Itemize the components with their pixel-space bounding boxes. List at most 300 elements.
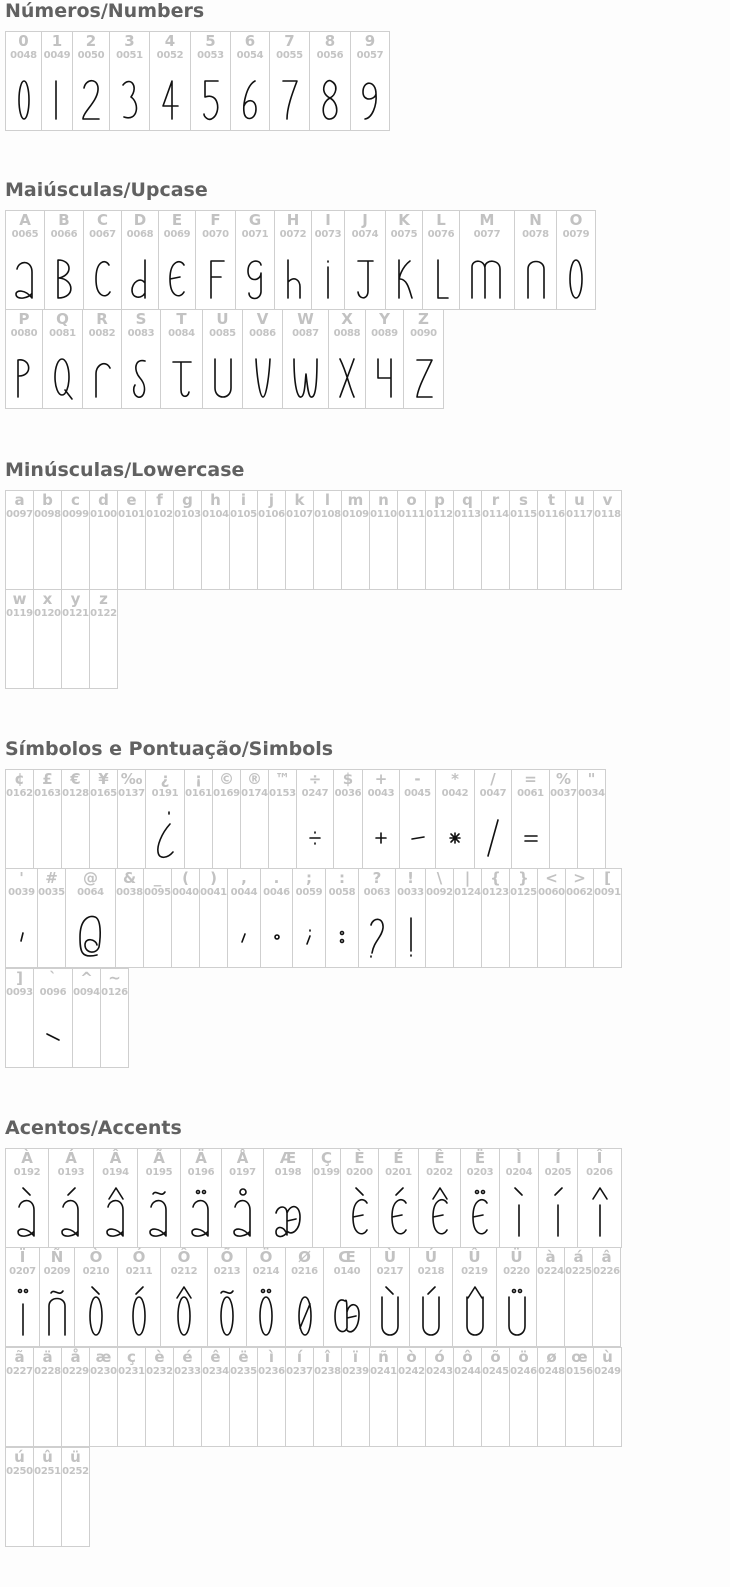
character-code: 0076 bbox=[427, 229, 455, 240]
character-code: 0191 bbox=[151, 788, 179, 799]
character-code: 0087 bbox=[292, 328, 319, 339]
character-code: 0121 bbox=[62, 608, 89, 619]
glyph-cell-0230 bbox=[89, 1347, 118, 1447]
glyph-preview-l-icon bbox=[423, 251, 459, 307]
character-code: 0093 bbox=[6, 987, 33, 998]
character-code: 0068 bbox=[126, 229, 154, 240]
character-code: 0247 bbox=[301, 788, 329, 799]
glyph-cell-0250 bbox=[5, 1447, 34, 1547]
character-code: 0174 bbox=[241, 788, 268, 799]
character-label: a bbox=[14, 491, 25, 509]
character-label: k bbox=[294, 491, 305, 509]
character-code: 0060 bbox=[538, 887, 565, 898]
character-label: ; bbox=[306, 869, 312, 887]
character-label: - bbox=[414, 770, 421, 788]
character-label: ] bbox=[16, 969, 23, 987]
glyph-grid bbox=[5, 31, 390, 131]
character-label: L bbox=[436, 211, 446, 229]
glyph-cell-0060 bbox=[537, 868, 566, 968]
character-label: £ bbox=[42, 770, 53, 788]
glyph-cell-0238 bbox=[313, 1347, 342, 1447]
glyph-cell-0066 bbox=[44, 210, 84, 310]
section-title: Números/Numbers bbox=[5, 0, 205, 22]
glyph-preview-uuml-icon bbox=[497, 1288, 536, 1344]
character-code: 0119 bbox=[6, 608, 33, 619]
character-code: 0069 bbox=[163, 229, 191, 240]
character-label: Õ bbox=[220, 1248, 234, 1266]
glyph-cell-0036 bbox=[333, 769, 363, 869]
character-code: 0239 bbox=[342, 1366, 369, 1377]
glyph-cell-0067 bbox=[83, 210, 122, 310]
character-label: : bbox=[339, 869, 345, 887]
character-code: 0049 bbox=[43, 50, 71, 61]
character-code: 0094 bbox=[73, 987, 100, 998]
glyph-preview-oslash-icon bbox=[286, 1288, 323, 1344]
glyph-cell-0057 bbox=[350, 31, 390, 131]
character-label: ë bbox=[238, 1348, 249, 1366]
character-code: 0169 bbox=[213, 788, 240, 799]
character-code: 0216 bbox=[291, 1266, 318, 1277]
glyph-cell-0108 bbox=[313, 490, 342, 590]
character-label: õ bbox=[490, 1348, 501, 1366]
glyph-cell-0109 bbox=[341, 490, 370, 590]
glyph-preview-colon-icon bbox=[326, 909, 358, 965]
character-label: ) bbox=[210, 869, 217, 887]
character-label: Ô bbox=[177, 1248, 191, 1266]
glyph-cell-0110 bbox=[369, 490, 398, 590]
character-code: 0137 bbox=[118, 788, 145, 799]
glyph-cell-0216 bbox=[285, 1247, 324, 1347]
glyph-preview-a-icon bbox=[6, 251, 44, 307]
character-code: 0065 bbox=[11, 229, 39, 240]
glyph-preview-g-icon bbox=[236, 251, 274, 307]
glyph-cell-0163 bbox=[33, 769, 62, 869]
character-label: R bbox=[96, 310, 108, 328]
character-label: & bbox=[122, 869, 137, 887]
character-code: 0079 bbox=[562, 229, 590, 240]
character-label: Ï bbox=[19, 1248, 26, 1266]
glyph-cell-0201 bbox=[378, 1148, 419, 1248]
character-label: Ó bbox=[132, 1248, 146, 1266]
glyph-cell-0099 bbox=[61, 490, 90, 590]
character-code: 0153 bbox=[269, 788, 296, 799]
character-code: 0089 bbox=[371, 328, 398, 339]
glyph-cell-0126 bbox=[100, 968, 129, 1068]
character-code: 0209 bbox=[43, 1266, 71, 1277]
character-code: 0124 bbox=[454, 887, 481, 898]
character-code: 0232 bbox=[146, 1366, 173, 1377]
glyph-preview-f-icon bbox=[196, 251, 235, 307]
character-label: ^ bbox=[80, 969, 93, 987]
character-label: Ê bbox=[434, 1149, 445, 1167]
glyph-cell-0245 bbox=[481, 1347, 510, 1447]
character-code: 0045 bbox=[404, 788, 431, 799]
character-code: 0096 bbox=[39, 987, 67, 998]
glyph-row bbox=[5, 210, 596, 310]
glyph-cell-0081 bbox=[42, 309, 83, 409]
character-code: 0241 bbox=[370, 1366, 397, 1377]
glyph-preview-divide-icon bbox=[297, 810, 333, 866]
glyph-preview-7-icon bbox=[270, 72, 309, 128]
character-code: 0250 bbox=[6, 1466, 33, 1477]
character-code: 0224 bbox=[537, 1266, 564, 1277]
character-label: " bbox=[587, 770, 596, 788]
glyph-cell-0034 bbox=[577, 769, 606, 869]
character-code: 0036 bbox=[334, 788, 362, 799]
glyph-preview-5-icon bbox=[191, 72, 230, 128]
character-code: 0161 bbox=[185, 788, 212, 799]
glyph-cell-0055 bbox=[269, 31, 310, 131]
character-code: 0041 bbox=[200, 887, 227, 898]
character-label: Æ bbox=[279, 1149, 297, 1167]
character-label: [ bbox=[604, 869, 611, 887]
character-code: 0090 bbox=[410, 328, 437, 339]
character-label: m bbox=[347, 491, 364, 509]
glyph-cell-0228 bbox=[33, 1347, 62, 1447]
glyph-cell-0105 bbox=[229, 490, 258, 590]
glyph-cell-0218 bbox=[409, 1247, 453, 1347]
glyph-preview-oacute-icon bbox=[118, 1288, 160, 1344]
glyph-row bbox=[5, 490, 622, 590]
character-code: 0052 bbox=[156, 50, 184, 61]
glyph-preview-ugrave-icon bbox=[371, 1288, 409, 1344]
character-label: ï bbox=[352, 1348, 359, 1366]
character-code: 0123 bbox=[482, 887, 509, 898]
glyph-cell-0213 bbox=[207, 1247, 247, 1347]
glyph-preview-quote-icon bbox=[6, 909, 37, 965]
glyph-cell-0117 bbox=[565, 490, 594, 590]
glyph-cell-0169 bbox=[212, 769, 241, 869]
glyph-preview-i-icon bbox=[312, 251, 344, 307]
glyph-cell-0101 bbox=[117, 490, 146, 590]
character-label: n bbox=[378, 491, 389, 509]
glyph-cell-0075 bbox=[385, 210, 423, 310]
character-code: 0102 bbox=[146, 509, 173, 520]
section-upcase bbox=[5, 179, 596, 410]
character-label: ¥ bbox=[98, 770, 109, 788]
character-label: . bbox=[273, 869, 280, 887]
glyph-cell-0246 bbox=[509, 1347, 538, 1447]
character-code: 0086 bbox=[249, 328, 276, 339]
character-code: 0033 bbox=[397, 887, 424, 898]
character-label: ! bbox=[407, 869, 414, 887]
character-code: 0244 bbox=[454, 1366, 481, 1377]
glyph-preview-minus-icon bbox=[400, 810, 435, 866]
character-label: ì bbox=[268, 1348, 275, 1366]
glyph-cell-0235 bbox=[229, 1347, 258, 1447]
glyph-cell-0100 bbox=[89, 490, 118, 590]
character-label: s bbox=[519, 491, 528, 509]
character-label: À bbox=[21, 1149, 33, 1167]
glyph-cell-0091 bbox=[593, 868, 622, 968]
character-code: 0059 bbox=[295, 887, 323, 898]
character-code: 0116 bbox=[538, 509, 565, 520]
glyph-preview-igrave-icon bbox=[500, 1189, 538, 1245]
character-code: 0128 bbox=[62, 788, 89, 799]
character-code: 0077 bbox=[473, 229, 501, 240]
glyph-grid bbox=[5, 1148, 622, 1548]
character-label: y bbox=[70, 590, 81, 608]
glyph-cell-0225 bbox=[564, 1247, 593, 1347]
glyph-preview-iquest-icon bbox=[146, 810, 184, 866]
character-label: I bbox=[325, 211, 331, 229]
character-label: W bbox=[297, 310, 314, 328]
character-label: Ù bbox=[383, 1248, 397, 1266]
glyph-cell-0217 bbox=[370, 1247, 410, 1347]
glyph-cell-0162 bbox=[5, 769, 34, 869]
character-code: 0051 bbox=[116, 50, 143, 61]
character-code: 0067 bbox=[89, 229, 116, 240]
character-code: 0226 bbox=[593, 1266, 620, 1277]
glyph-row bbox=[5, 310, 596, 410]
glyph-cell-0115 bbox=[509, 490, 538, 590]
character-code: 0225 bbox=[565, 1266, 592, 1277]
character-code: 0073 bbox=[314, 229, 342, 240]
character-code: 0097 bbox=[6, 509, 33, 520]
character-code: 0035 bbox=[38, 887, 65, 898]
glyph-preview-euml-icon bbox=[461, 1189, 499, 1245]
character-label: ÷ bbox=[308, 770, 322, 788]
glyph-cell-0064 bbox=[65, 868, 116, 968]
character-code: 0042 bbox=[441, 788, 469, 799]
character-label: 8 bbox=[324, 32, 336, 50]
character-code: 0095 bbox=[144, 887, 171, 898]
character-label: = bbox=[524, 770, 537, 788]
character-label: 4 bbox=[164, 32, 176, 50]
glyph-preview-aring-icon bbox=[222, 1189, 263, 1245]
character-label: 0 bbox=[18, 32, 29, 50]
character-code: 0113 bbox=[454, 509, 481, 520]
character-code: 0238 bbox=[314, 1366, 341, 1377]
glyph-preview-period-icon bbox=[261, 909, 292, 965]
character-label: c bbox=[71, 491, 80, 509]
glyph-cell-0161 bbox=[184, 769, 213, 869]
glyph-cell-0106 bbox=[257, 490, 286, 590]
character-label: E bbox=[171, 211, 183, 229]
glyph-cell-0033 bbox=[395, 868, 426, 968]
character-label: é bbox=[182, 1348, 193, 1366]
character-code: 0110 bbox=[370, 509, 397, 520]
glyph-cell-0153 bbox=[268, 769, 297, 869]
character-label: Ú bbox=[424, 1248, 438, 1266]
character-code: 0248 bbox=[538, 1366, 565, 1377]
character-label: f bbox=[156, 491, 163, 509]
glyph-cell-0040 bbox=[171, 868, 200, 968]
character-label: ( bbox=[182, 869, 189, 887]
glyph-cell-0118 bbox=[593, 490, 622, 590]
glyph-preview-0-icon bbox=[6, 72, 41, 128]
glyph-cell-0079 bbox=[556, 210, 596, 310]
character-code: 0083 bbox=[127, 328, 155, 339]
character-code: 0047 bbox=[479, 788, 507, 799]
character-code: 0106 bbox=[258, 509, 285, 520]
character-code: 0066 bbox=[50, 229, 78, 240]
glyph-cell-0065 bbox=[5, 210, 45, 310]
character-code: 0219 bbox=[461, 1266, 488, 1277]
glyph-cell-0193 bbox=[48, 1148, 94, 1248]
glyph-cell-0061 bbox=[511, 769, 550, 869]
glyph-cell-0207 bbox=[5, 1247, 40, 1347]
glyph-cell-0197 bbox=[221, 1148, 264, 1248]
glyph-cell-0122 bbox=[89, 589, 118, 689]
character-code: 0229 bbox=[62, 1366, 89, 1377]
character-label: ™ bbox=[275, 770, 290, 788]
glyph-cell-0084 bbox=[160, 309, 203, 409]
glyph-preview-grave-icon bbox=[34, 1009, 72, 1065]
character-code: 0082 bbox=[88, 328, 116, 339]
character-code: 0064 bbox=[77, 887, 104, 898]
glyph-cell-0224 bbox=[536, 1247, 565, 1347]
glyph-cell-0062 bbox=[565, 868, 594, 968]
glyph-cell-0194 bbox=[93, 1148, 138, 1248]
glyph-preview-aacute-icon bbox=[49, 1189, 93, 1245]
glyph-cell-0237 bbox=[285, 1347, 314, 1447]
character-label: v bbox=[602, 491, 613, 509]
character-label: / bbox=[490, 770, 496, 788]
glyph-cell-0098 bbox=[33, 490, 62, 590]
glyph-preview-z-icon bbox=[404, 350, 443, 406]
character-code: 0039 bbox=[8, 887, 35, 898]
character-code: 0243 bbox=[426, 1366, 453, 1377]
character-label: O bbox=[569, 211, 583, 229]
character-label: © bbox=[219, 770, 234, 788]
character-code: 0218 bbox=[417, 1266, 445, 1277]
glyph-preview-egrave-icon bbox=[341, 1189, 378, 1245]
glyph-preview-b-icon bbox=[45, 251, 83, 307]
glyph-preview-otilde-icon bbox=[208, 1288, 246, 1344]
glyph-preview-y-icon bbox=[366, 350, 403, 406]
character-label: Ì bbox=[516, 1149, 522, 1167]
glyph-preview-x-icon bbox=[329, 350, 365, 406]
glyph-preview-uacute-icon bbox=[410, 1288, 452, 1344]
glyph-preview-2-icon bbox=[73, 72, 109, 128]
section-lowercase bbox=[5, 459, 622, 690]
character-label: d bbox=[98, 491, 109, 509]
glyph-row bbox=[5, 1348, 622, 1448]
glyph-cell-0229 bbox=[61, 1347, 90, 1447]
character-code: 0114 bbox=[482, 509, 509, 520]
character-label: i bbox=[240, 491, 247, 509]
glyph-preview-auml-icon bbox=[181, 1189, 221, 1245]
glyph-cell-0123 bbox=[481, 868, 510, 968]
character-label: ü bbox=[70, 1448, 81, 1466]
glyph-cell-0038 bbox=[115, 868, 144, 968]
character-label: å bbox=[70, 1348, 81, 1366]
section-title: Maiúsculas/Upcase bbox=[5, 179, 208, 201]
character-code: 0122 bbox=[90, 608, 117, 619]
character-code: 0234 bbox=[202, 1366, 229, 1377]
character-label: ô bbox=[462, 1348, 473, 1366]
character-code: 0220 bbox=[503, 1266, 530, 1277]
character-label: Á bbox=[65, 1149, 77, 1167]
character-code: 0227 bbox=[6, 1366, 33, 1377]
glyph-cell-0137 bbox=[117, 769, 146, 869]
glyph-cell-0095 bbox=[143, 868, 172, 968]
glyph-cell-0242 bbox=[397, 1347, 426, 1447]
character-label: j bbox=[268, 491, 275, 509]
glyph-preview-d-icon bbox=[122, 251, 158, 307]
glyph-cell-0252 bbox=[61, 1447, 90, 1547]
glyph-preview-ucirc-icon bbox=[453, 1288, 496, 1344]
character-code: 0111 bbox=[398, 509, 425, 520]
character-label: K bbox=[398, 211, 410, 229]
character-label: + bbox=[374, 770, 388, 788]
glyph-cell-0074 bbox=[344, 210, 386, 310]
character-code: 0201 bbox=[385, 1167, 412, 1178]
glyph-cell-0072 bbox=[274, 210, 312, 310]
character-code: 0198 bbox=[274, 1167, 302, 1178]
character-code: 0162 bbox=[6, 788, 33, 799]
character-code: 0230 bbox=[90, 1366, 117, 1377]
character-code: 0126 bbox=[101, 987, 128, 998]
glyph-cell-0200 bbox=[340, 1148, 379, 1248]
character-label: 7 bbox=[284, 32, 295, 50]
glyph-cell-0192 bbox=[5, 1148, 49, 1248]
glyph-cell-0039 bbox=[5, 868, 38, 968]
character-code: 0048 bbox=[10, 50, 37, 61]
character-label: e bbox=[126, 491, 137, 509]
character-label: ñ bbox=[378, 1348, 389, 1366]
glyph-cell-0059 bbox=[292, 868, 326, 968]
character-code: 0228 bbox=[34, 1366, 61, 1377]
character-label: @ bbox=[83, 869, 98, 887]
character-label: ' bbox=[19, 869, 24, 887]
glyph-preview-u-icon bbox=[203, 350, 242, 406]
glyph-grid bbox=[5, 490, 622, 690]
glyph-cell-0121 bbox=[61, 589, 90, 689]
character-code: 0249 bbox=[594, 1366, 621, 1377]
glyph-cell-0068 bbox=[121, 210, 159, 310]
character-label: î bbox=[324, 1348, 331, 1366]
character-label: â bbox=[601, 1248, 612, 1266]
character-label: X bbox=[341, 310, 353, 328]
glyph-preview-t-icon bbox=[161, 350, 202, 406]
character-label: ø bbox=[546, 1348, 557, 1366]
character-code: 0140 bbox=[333, 1266, 361, 1277]
glyph-cell-0056 bbox=[309, 31, 351, 131]
character-label: 9 bbox=[364, 32, 376, 50]
glyph-preview-iacute-icon bbox=[539, 1189, 577, 1245]
character-code: 0071 bbox=[241, 229, 269, 240]
glyph-cell-0116 bbox=[537, 490, 566, 590]
glyph-preview-star-icon bbox=[436, 810, 474, 866]
glyph-cell-0097 bbox=[5, 490, 34, 590]
character-label: ? bbox=[372, 869, 382, 887]
character-label: > bbox=[573, 869, 586, 887]
character-code: 0056 bbox=[316, 50, 344, 61]
glyph-cell-0086 bbox=[242, 309, 283, 409]
character-code: 0091 bbox=[594, 887, 621, 898]
character-code: 0231 bbox=[118, 1366, 145, 1377]
glyph-cell-0124 bbox=[453, 868, 482, 968]
character-label: u bbox=[574, 491, 585, 509]
character-label: V bbox=[256, 310, 269, 328]
glyph-preview-p-icon bbox=[6, 350, 42, 406]
character-code: 0202 bbox=[426, 1167, 453, 1178]
glyph-preview-equal-icon bbox=[512, 810, 549, 866]
character-label: \ bbox=[436, 869, 443, 887]
glyph-cell-0119 bbox=[5, 589, 34, 689]
glyph-cell-0054 bbox=[230, 31, 270, 131]
glyph-preview-8-icon bbox=[310, 72, 350, 128]
glyph-preview-k-icon bbox=[386, 251, 422, 307]
glyph-preview-plus-icon bbox=[363, 810, 399, 866]
character-label: Ë bbox=[474, 1149, 486, 1167]
character-code: 0251 bbox=[34, 1466, 61, 1477]
glyph-cell-0209 bbox=[39, 1247, 75, 1347]
character-code: 0112 bbox=[426, 509, 453, 520]
glyph-cell-0165 bbox=[89, 769, 118, 869]
